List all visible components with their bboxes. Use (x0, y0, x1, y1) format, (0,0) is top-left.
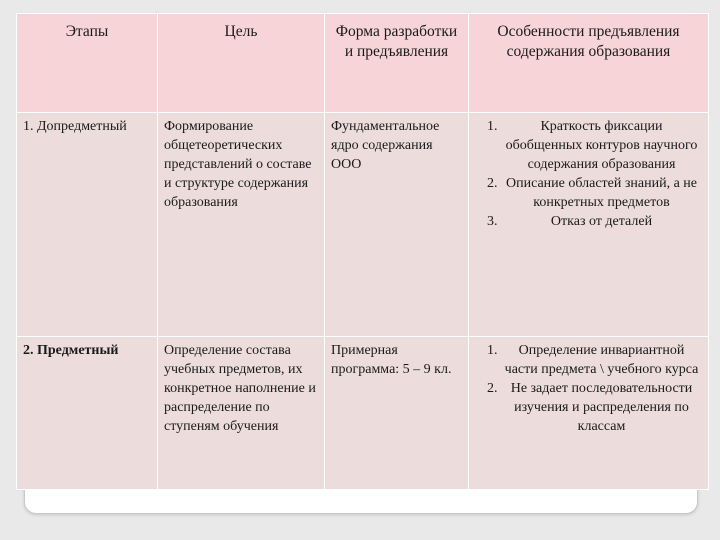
header-features: Особенности предъявления содержания образования (469, 14, 709, 113)
stage-label: 1. Допредметный (23, 119, 127, 134)
list-item: 3. Отказ от деталей (501, 212, 702, 231)
form-cell: Примерная программа: 5 – 9 кл. (325, 337, 469, 490)
header-goal: Цель (158, 14, 325, 113)
table-row (17, 337, 709, 490)
features-list (475, 117, 702, 231)
stage-label: 2. Предметный (23, 343, 119, 358)
header-stages: Этапы (17, 14, 158, 113)
list-item: 2. Не задает последовательности изучения и распределения по классам (501, 379, 702, 436)
form-cell: Фундаментальное ядро содержания ООО (325, 113, 469, 337)
goal-cell: Формирование общетеоретических представлений о составе и структуре содержания образования (158, 113, 325, 337)
header-form: Форма разработки и предъявления (325, 14, 469, 113)
stage-cell (17, 113, 158, 337)
list-item: 1. Краткость фиксации обобщенных контуров научного содержания образования (501, 117, 702, 174)
header-row (17, 14, 709, 113)
features-list (475, 341, 702, 436)
content-table (16, 13, 709, 490)
goal-cell: Определение состава учебных предметов, их конкретное наполнение и распределение по ступеням обучения (158, 337, 325, 490)
list-item: 1. Определение инвариантной части предмета \ учебного курса (501, 341, 702, 379)
list-item: 2. Описание областей знаний, а не конкретных предметов (501, 174, 702, 212)
table-row (17, 113, 709, 337)
stage-cell (17, 337, 158, 490)
features-cell (469, 113, 709, 337)
features-cell (469, 337, 709, 490)
